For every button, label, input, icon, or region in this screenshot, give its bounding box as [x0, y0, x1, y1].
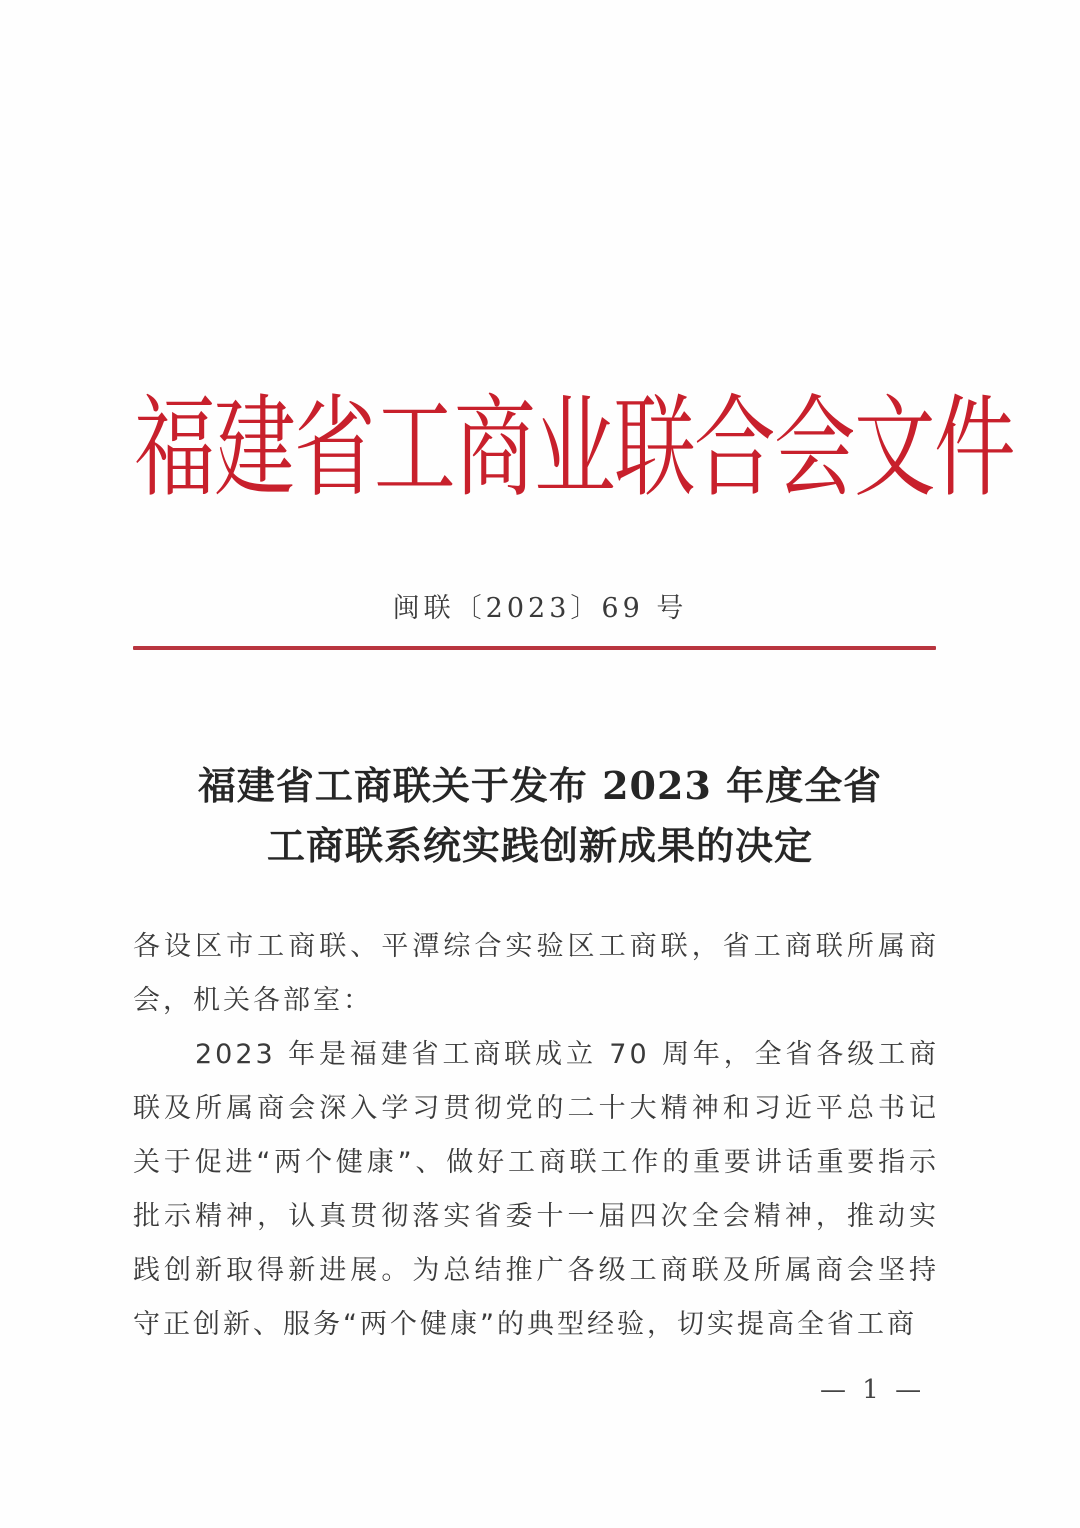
masthead-char: 件	[934, 383, 1016, 513]
document-title-line-2: 工商联系统实践创新成果的决定	[266, 823, 813, 868]
masthead-char: 省	[294, 383, 376, 513]
red-divider-rule	[133, 646, 936, 650]
masthead-char: 会	[774, 383, 856, 513]
masthead-title	[128, 368, 1016, 529]
masthead-char: 业	[534, 383, 616, 513]
masthead-char: 商	[454, 383, 536, 513]
masthead-char: 福	[134, 383, 216, 513]
body-paragraph: 2023 年是福建省工商联成立 70 周年，全省各级工商联及所属商会深入学习贯彻党的二十大精神和习近平总书记关于促进“两个健康”、做好工商联工作的重要讲话重要指示批示精神，认真贯彻落实省委十一届四次全会精神，推动实践创新取得新进展。为总结推广各级工商联及所属商会坚持守正创新、服务“两个健康”的典型经验，切实提高全省工商	[133, 1039, 939, 1340]
masthead-char: 文	[854, 383, 936, 513]
document-title-line-1: 福建省工商联关于发布 2023 年度全省	[197, 763, 883, 808]
masthead-char: 工	[374, 383, 456, 513]
masthead-char: 建	[214, 383, 296, 513]
page-number: — 1 —	[820, 1375, 926, 1405]
salutation: 各设区市工商联、平潭综合实验区工商联，省工商联所属商会，机关各部室：	[133, 931, 939, 1016]
document-number	[0, 586, 1080, 625]
masthead-char: 合	[694, 383, 776, 513]
document-number-text: 闽联〔2023〕69 号	[392, 593, 688, 624]
masthead-char: 联	[614, 383, 696, 513]
